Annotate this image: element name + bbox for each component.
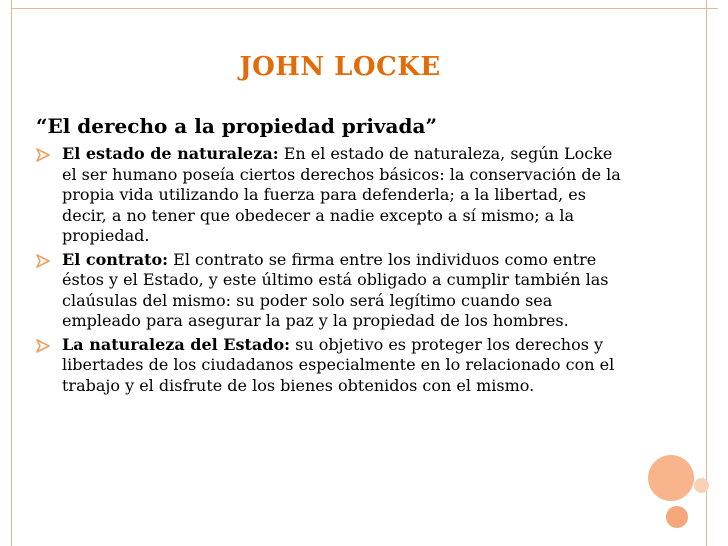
frame-top-border xyxy=(12,0,718,9)
bullet-list xyxy=(36,144,626,399)
bullet-term: La naturaleza del Estado: xyxy=(62,334,291,354)
slide-subtitle: “El derecho a la propiedad privada” xyxy=(36,114,437,138)
bullet-text: En el estado de naturaleza, según Locke el ser humano poseía ciertos derechos básicos: la conservación de la propia vida utilizando la fuerza para defenderla; a la libertad, es decir, a no tener que obedecer a nadie excepto a sí mismo; a la propiedad. xyxy=(62,144,621,245)
bullet-text: El contrato se firma entre los individuos como entre éstos y el Estado, y este último está obligado a cumplir también las claúsulas del mismo: su poder solo será legítimo cuando sea empleado para asegurar la paz y la propiedad de los hombres. xyxy=(62,249,609,330)
bullet-term: El contrato: xyxy=(62,249,169,269)
decorative-circle-medium xyxy=(666,506,688,528)
hollow-arrow-bullet-icon xyxy=(36,148,50,162)
slide-title: JOHN LOCKE xyxy=(239,52,441,82)
frame-right-border xyxy=(706,0,707,546)
bullet-item-estado-naturaleza xyxy=(36,144,626,247)
bullet-text: su objetivo es proteger los derechos y libertades de los ciudadanos especialmente en lo relacionado con el trabajo y el disfrute de los bienes obtenidos con el mismo. xyxy=(62,334,615,395)
decorative-circle-small xyxy=(694,478,709,493)
hollow-arrow-bullet-icon xyxy=(36,339,50,353)
hollow-arrow-bullet-icon xyxy=(36,254,50,268)
decorative-circle-large xyxy=(648,455,694,501)
bullet-term: El estado de naturaleza: xyxy=(62,144,279,163)
bullet-item-contrato xyxy=(36,250,626,332)
bullet-item-naturaleza-estado xyxy=(36,335,626,397)
